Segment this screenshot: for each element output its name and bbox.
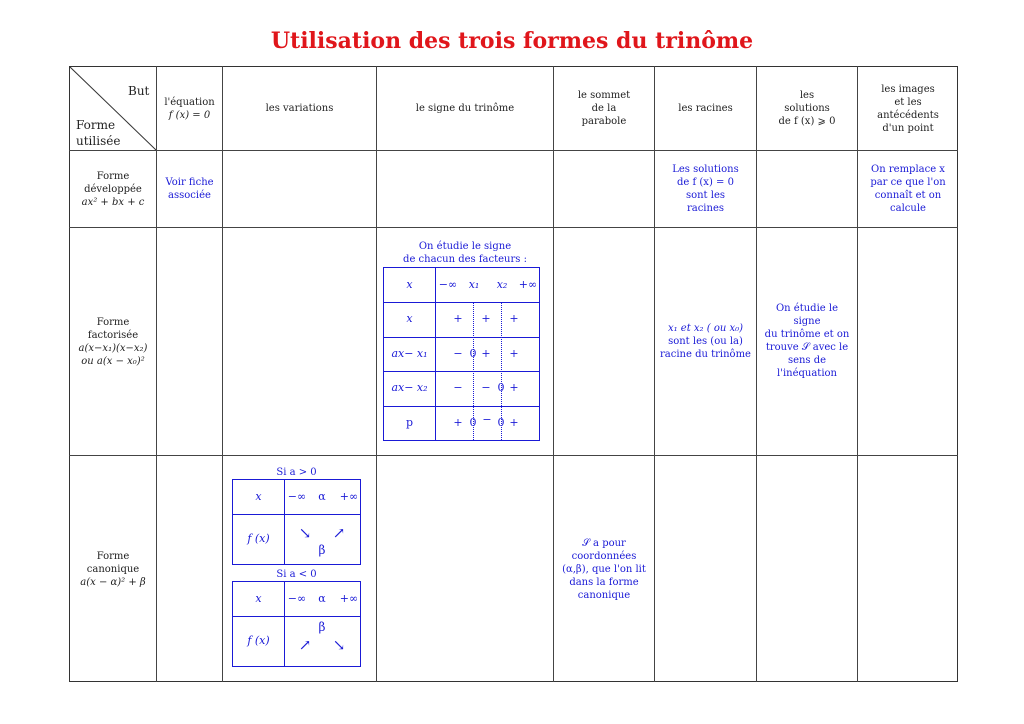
header-line: d'un point	[882, 122, 934, 134]
header-racines	[655, 67, 756, 150]
label-line: développée	[84, 183, 142, 195]
row-label-developpee	[70, 151, 156, 227]
sign-value: +	[509, 381, 519, 394]
variation-table-negative	[232, 581, 361, 667]
arrow-down-icon: ↘	[298, 524, 312, 542]
header-line: les racines	[678, 103, 733, 114]
label-line: a(x−x₁)(x−x₂)	[78, 342, 148, 354]
header-line: f (x) = 0	[168, 109, 211, 121]
label-line: factorisée	[87, 329, 139, 341]
header-line: l'équation	[164, 96, 215, 108]
header-line: de f (x) ⩾ 0	[778, 116, 836, 127]
text-line: On remplace x	[871, 164, 945, 175]
sign-row-label: ax− x₂	[391, 381, 428, 394]
corner-forme-line: Forme	[76, 118, 116, 132]
var-header: α	[318, 490, 326, 503]
var-header: +∞	[339, 592, 359, 605]
page-title: Utilisation des trois formes du trinôme	[270, 28, 754, 54]
developpee-equation	[157, 151, 222, 227]
text-line: coordonnées	[571, 550, 637, 562]
var-pos-condition: Si a > 0	[276, 467, 317, 478]
var-header: −∞	[287, 592, 307, 605]
var-table-divider	[233, 616, 360, 617]
text-line: de f (x) = 0	[677, 177, 734, 188]
row-label-factorisee	[70, 228, 156, 455]
label-line: ou a(x − x₀)²	[81, 355, 145, 367]
var-header: +∞	[339, 490, 359, 503]
sign-value: −	[453, 381, 463, 394]
label-line: Forme	[96, 550, 130, 562]
corner-but: But	[128, 84, 150, 98]
var-x-label: x	[255, 490, 262, 503]
sign-value: +	[509, 416, 519, 429]
var-fx-label: f (x)	[247, 634, 270, 647]
sign-row-label: x	[406, 312, 413, 325]
header-variations	[223, 67, 376, 150]
var-table-divider	[233, 514, 360, 515]
header-equation	[157, 67, 222, 150]
label-line: Forme	[96, 316, 130, 328]
text-line: de chacun des facteurs :	[403, 254, 527, 265]
text-line: l'inéquation	[777, 368, 837, 379]
factorisee-signe-intro	[377, 240, 553, 266]
text-line: sont les	[685, 190, 726, 201]
header-sommet	[554, 67, 654, 150]
text-line: connaît et on	[874, 190, 942, 201]
sign-header: x₁	[468, 278, 480, 291]
header-line: de la	[591, 103, 617, 114]
header-line: parabole	[581, 116, 627, 127]
sign-table-divider	[384, 337, 539, 338]
var-header: −∞	[287, 490, 307, 503]
developpee-racines	[655, 151, 756, 227]
divider	[222, 66, 223, 682]
header-line: les images	[881, 83, 935, 95]
row-label-canonique	[70, 456, 156, 682]
sign-value: 0	[469, 416, 477, 429]
var-x-label: x	[255, 592, 262, 605]
header-signe	[377, 67, 553, 150]
sign-table-divider	[384, 371, 539, 372]
label-line: canonique	[86, 563, 140, 575]
sign-table-divider	[384, 302, 539, 303]
text-line: sont les (ou la)	[668, 336, 743, 347]
arrow-up-icon: ↗	[298, 636, 312, 654]
sign-header: −∞	[438, 278, 458, 291]
divider	[376, 66, 377, 682]
text-line: dans la forme	[569, 576, 639, 588]
sign-value: +	[481, 347, 491, 360]
text-line: Voir fiche	[165, 177, 214, 188]
sign-value: 0	[497, 381, 505, 394]
label-line: a(x − α)² + β	[80, 576, 146, 588]
text-line: x₁ et x₂ ( ou x₀)	[667, 323, 744, 334]
sign-value: +	[509, 312, 519, 325]
sign-table-divider	[384, 406, 539, 407]
text-line: trouve 𝒮 avec le	[765, 342, 849, 353]
canonique-sommet	[554, 456, 654, 682]
text-line: par ce que l'on	[870, 177, 946, 188]
corner-forme-line: utilisée	[76, 134, 121, 148]
text-line: du trinôme et on	[764, 329, 850, 340]
divider	[69, 455, 958, 456]
text-line: racines	[686, 203, 724, 214]
developpee-images	[858, 151, 958, 227]
header-line: solutions	[784, 103, 830, 114]
sign-value: +	[481, 312, 491, 325]
sign-row-label: p	[405, 416, 414, 429]
text-line: racine du trinôme	[660, 349, 751, 360]
arrow-down-icon: ↘	[332, 636, 346, 654]
var-header: α	[318, 592, 326, 605]
sign-value: −	[481, 381, 491, 394]
text-line: On étudie le signe	[775, 303, 838, 327]
var-beta: β	[318, 543, 326, 557]
sign-value: +	[509, 347, 519, 360]
corner-forme	[76, 117, 120, 149]
sign-header: +∞	[518, 278, 538, 291]
sign-value: +	[453, 312, 463, 325]
arrow-up-icon: ↗	[332, 524, 346, 542]
text-line: 𝒮 a pour	[582, 537, 626, 549]
sign-row-label: ax− x₁	[391, 347, 428, 360]
sign-value: +	[453, 416, 463, 429]
text-line: calcule	[890, 203, 926, 214]
text-line: (α,β), que l'on lit	[562, 563, 646, 575]
label-line: ax² + bx + c	[81, 196, 145, 208]
text-line: Les solutions	[672, 164, 739, 175]
text-line: associée	[168, 190, 211, 201]
sign-table	[383, 267, 540, 441]
header-line: le signe du trinôme	[415, 103, 515, 114]
sign-row-label: x	[406, 278, 413, 291]
var-beta: β	[318, 620, 326, 634]
sign-value: −	[453, 347, 463, 360]
header-line: les	[799, 90, 815, 101]
label-line: Forme	[96, 170, 130, 182]
divider	[69, 227, 958, 228]
factorisee-racines	[655, 228, 756, 455]
factorisee-solutions	[757, 300, 857, 382]
header-line: les variations	[265, 103, 334, 114]
header-images	[858, 67, 958, 150]
sign-header: x₂	[496, 278, 508, 291]
text-line: canonique	[577, 589, 631, 601]
var-fx-label: f (x)	[247, 532, 270, 545]
sign-table-divider	[435, 268, 436, 440]
header-line: et les antécédents	[877, 96, 939, 121]
sign-value: 0	[497, 416, 505, 429]
text-line: sens de	[787, 355, 827, 366]
var-neg-condition: Si a < 0	[276, 569, 317, 580]
text-line: On étudie le signe	[418, 241, 512, 252]
sign-value: 0	[469, 347, 477, 360]
header-solutions	[757, 67, 857, 150]
sign-value: −	[482, 413, 492, 426]
header-line: le sommet	[577, 90, 631, 101]
variation-table-positive	[232, 479, 361, 565]
